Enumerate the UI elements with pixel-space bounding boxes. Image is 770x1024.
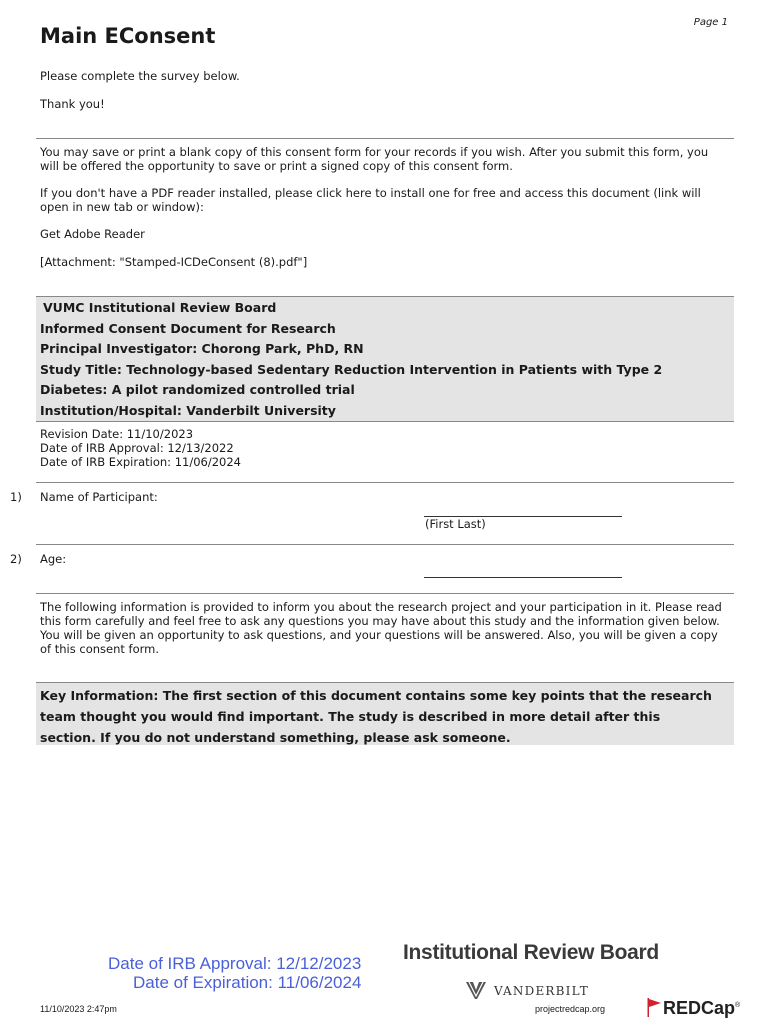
pdf-reader-notice: If you don't have a PDF reader installed, please click here to install one for free and access this document (link will open in new tab or window):	[40, 186, 701, 214]
key-info-line: section. If you do not understand something, please ask someone.	[40, 730, 511, 745]
key-info-line: team thought you would find important. The study is described in more detail after this	[40, 709, 661, 724]
information-paragraph: The following information is provided to inform you about the research project and your participation in it. Please read this form carefully and feel free to ask any questions you may have about this study and the information given below. You will be given an opportunity to ask questions, and your questions will be answered. Also, you will be given a copy of this consent form.	[40, 600, 722, 656]
divider	[36, 544, 734, 545]
page-title: Main EConsent	[40, 24, 216, 48]
divider	[36, 593, 734, 594]
irb-document-type: Informed Consent Document for Research	[40, 320, 336, 336]
attachment-link[interactable]: [Attachment: "Stamped-ICDeConsent (8).pdf"]	[40, 255, 308, 269]
stamp-approval-date: Date of IRB Approval: 12/12/2023	[108, 954, 362, 973]
save-copy-notice: You may save or print a blank copy of this consent form for your records if you wish. After you submit this form, you will be offered the opportunity to save or print a signed copy of this consent form.	[40, 145, 709, 173]
irb-header-box	[36, 296, 734, 422]
irb-stamp-title: Institutional Review Board	[403, 941, 659, 964]
irb-expiration-date: Date of IRB Expiration: 11/06/2024	[40, 455, 241, 469]
irb-study-title-1: Study Title: Technology-based Sedentary Reduction Intervention in Patients with Type 2	[40, 361, 663, 377]
key-info-line: Key Information: The first section of this document contains some key points that the research	[40, 688, 712, 703]
participant-name-hint: (First Last)	[425, 517, 486, 531]
irb-principal-investigator: Principal Investigator: Chorong Park, PhD, RN	[40, 341, 364, 357]
age-field[interactable]	[424, 577, 622, 578]
vanderbilt-wordmark: VANDERBILT	[494, 984, 589, 998]
footer-url[interactable]: projectredcap.org	[535, 1004, 606, 1014]
page-label: Page 1	[693, 17, 728, 28]
irb-board-name: VUMC Institutional Review Board	[43, 300, 277, 315]
question-number: 1)	[10, 490, 22, 504]
redcap-brand: REDCap	[663, 998, 736, 1018]
revision-info	[40, 427, 241, 469]
footer-timestamp: 11/10/2023 2:47pm	[40, 1004, 117, 1014]
redcap-flag-icon	[645, 996, 663, 1018]
divider	[36, 482, 734, 483]
intro-thanks: Thank you!	[40, 97, 105, 111]
irb-institution: Institution/Hospital: Vanderbilt University	[40, 402, 336, 418]
revision-date: Revision Date: 11/10/2023	[40, 427, 194, 441]
redcap-logo-text	[663, 998, 740, 1019]
irb-study-title-2: Diabetes: A pilot randomized controlled trial	[40, 382, 355, 398]
participant-name-label: Name of Participant:	[40, 490, 158, 504]
divider	[36, 138, 734, 139]
stamp-expiration-date: Date of Expiration: 11/06/2024	[133, 973, 362, 992]
vanderbilt-v-icon	[465, 980, 487, 1000]
redcap-registered-mark: ®	[735, 1002, 741, 1009]
key-information-box	[36, 682, 734, 745]
adobe-reader-link[interactable]: Get Adobe Reader	[40, 227, 145, 241]
age-label: Age:	[40, 552, 67, 566]
question-number: 2)	[10, 552, 22, 566]
intro-instructions: Please complete the survey below.	[40, 69, 240, 83]
irb-approval-date: Date of IRB Approval: 12/13/2022	[40, 441, 234, 455]
